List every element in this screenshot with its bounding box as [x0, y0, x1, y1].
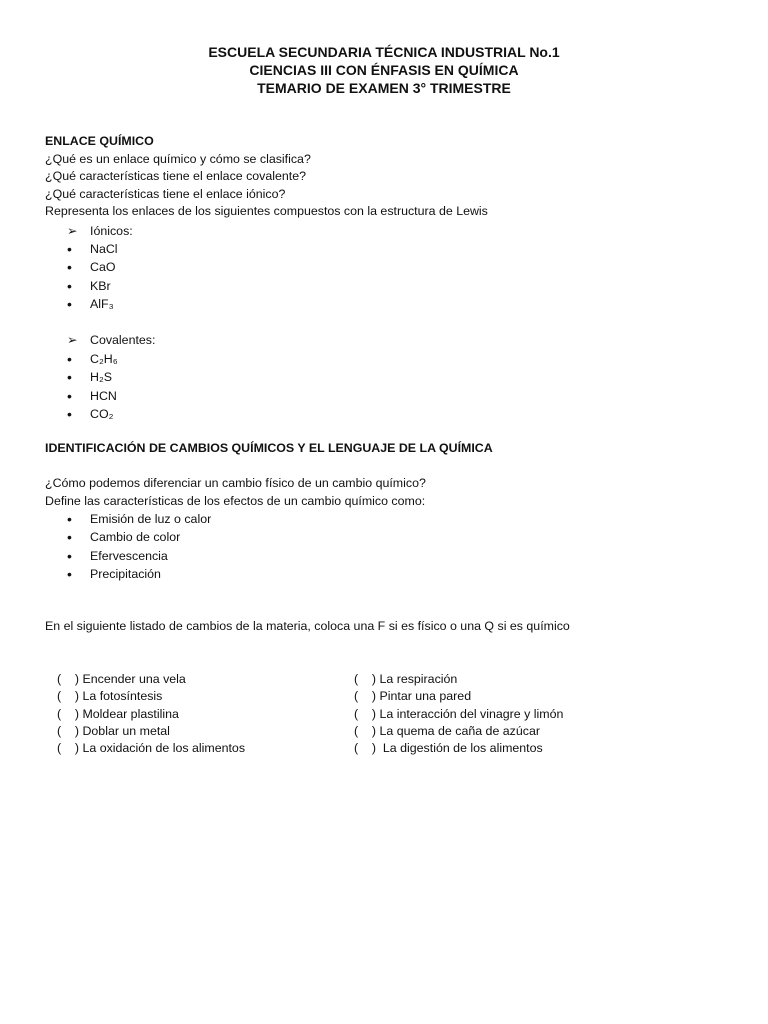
bullet-icon: • — [67, 547, 72, 564]
list-item: ( ) Doblar un metal — [57, 723, 170, 738]
bullet-icon: • — [67, 277, 72, 294]
list-item: ( ) Moldear plastilina — [57, 706, 179, 721]
bullet-icon: • — [67, 351, 72, 367]
list-item: • C₂H₆ — [67, 351, 118, 367]
list-item: ( ) La digestión de los alimentos — [354, 741, 543, 756]
question: ¿Qué es un enlace químico y cómo se clasifica? — [45, 151, 311, 166]
bullet-icon: • — [67, 405, 72, 422]
bullet-icon: • — [67, 529, 72, 546]
ionicos-list — [45, 222, 133, 240]
list-item: ( ) Encender una vela — [57, 672, 186, 686]
covalentes-compounds — [45, 350, 118, 423]
bullet-icon: • — [67, 259, 72, 276]
bullet-icon: • — [67, 387, 72, 404]
list-item: ( ) Pintar una pared — [354, 689, 472, 704]
arrow-bullet-icon: ➢ — [67, 224, 78, 238]
list-item: • HCN — [67, 387, 117, 404]
list-item: ( ) La fotosíntesis — [57, 689, 163, 704]
changes-list-left — [57, 671, 245, 757]
school-name: ESCUELA SECUNDARIA TÉCNICA INDUSTRIAL No.1 — [208, 44, 560, 60]
list-item: • H₂S — [67, 369, 113, 386]
exam-title: TEMARIO DE EXAMEN 3° TRIMESTRE — [257, 80, 511, 96]
instruction: Define las características de los efectos de un cambio químico como: — [45, 493, 426, 508]
instruction-fq: En el siguiente listado de cambios de la materia, coloca una F si es físico o una Q si es químico — [45, 619, 570, 633]
list-item: ( ) La respiración — [354, 672, 458, 686]
list-item: ( ) La interacción del vinagre y limón — [354, 706, 564, 721]
list-item: • Precipitación — [67, 565, 161, 582]
list-item: • CaO — [67, 259, 116, 276]
list-item: • KBr — [67, 277, 111, 294]
list-item: • Efervescencia — [67, 547, 168, 564]
question: ¿Qué características tiene el enlace covalente? — [45, 169, 307, 183]
bullet-icon: • — [67, 241, 72, 257]
list-item: ( ) La quema de caña de azúcar — [354, 723, 540, 738]
list-heading: ➢ Covalentes: — [45, 331, 155, 349]
bullet-icon: • — [67, 511, 72, 527]
changes-list-right — [354, 671, 563, 757]
bullet-icon: • — [67, 565, 72, 582]
section-cambios-intro — [45, 475, 426, 510]
section-enlace-quimico — [45, 133, 488, 221]
effects-list — [45, 510, 211, 583]
ionicos-compounds — [45, 240, 118, 313]
course-name: CIENCIAS III CON ÉNFASIS EN QUÍMICA — [249, 62, 519, 78]
list-item: • Cambio de color — [67, 529, 181, 546]
section-title: ENLACE QUÍMICO — [45, 134, 154, 148]
bullet-icon: • — [67, 369, 72, 386]
list-item: • CO₂ — [67, 405, 114, 422]
document-header — [0, 43, 768, 97]
list-item: • Emisión de luz o calor — [67, 511, 212, 527]
section-title-cambios: IDENTIFICACIÓN DE CAMBIOS QUÍMICOS Y EL LENGUAJE DE LA QUÍMICA — [45, 441, 493, 455]
list-heading: ➢ Iónicos: — [45, 222, 133, 240]
instruction: Representa los enlaces de los siguientes compuestos con la estructura de Lewis — [45, 204, 488, 218]
bullet-icon: • — [67, 295, 72, 312]
list-item: • NaCl — [67, 241, 118, 257]
covalentes-list — [45, 331, 155, 349]
list-item: • AlF₃ — [67, 295, 114, 312]
question: ¿Cómo podemos diferenciar un cambio físico de un cambio químico? — [45, 476, 426, 490]
question: ¿Qué características tiene el enlace iónico? — [45, 186, 286, 201]
arrow-bullet-icon: ➢ — [67, 333, 78, 347]
list-item: ( ) La oxidación de los alimentos — [57, 741, 246, 756]
